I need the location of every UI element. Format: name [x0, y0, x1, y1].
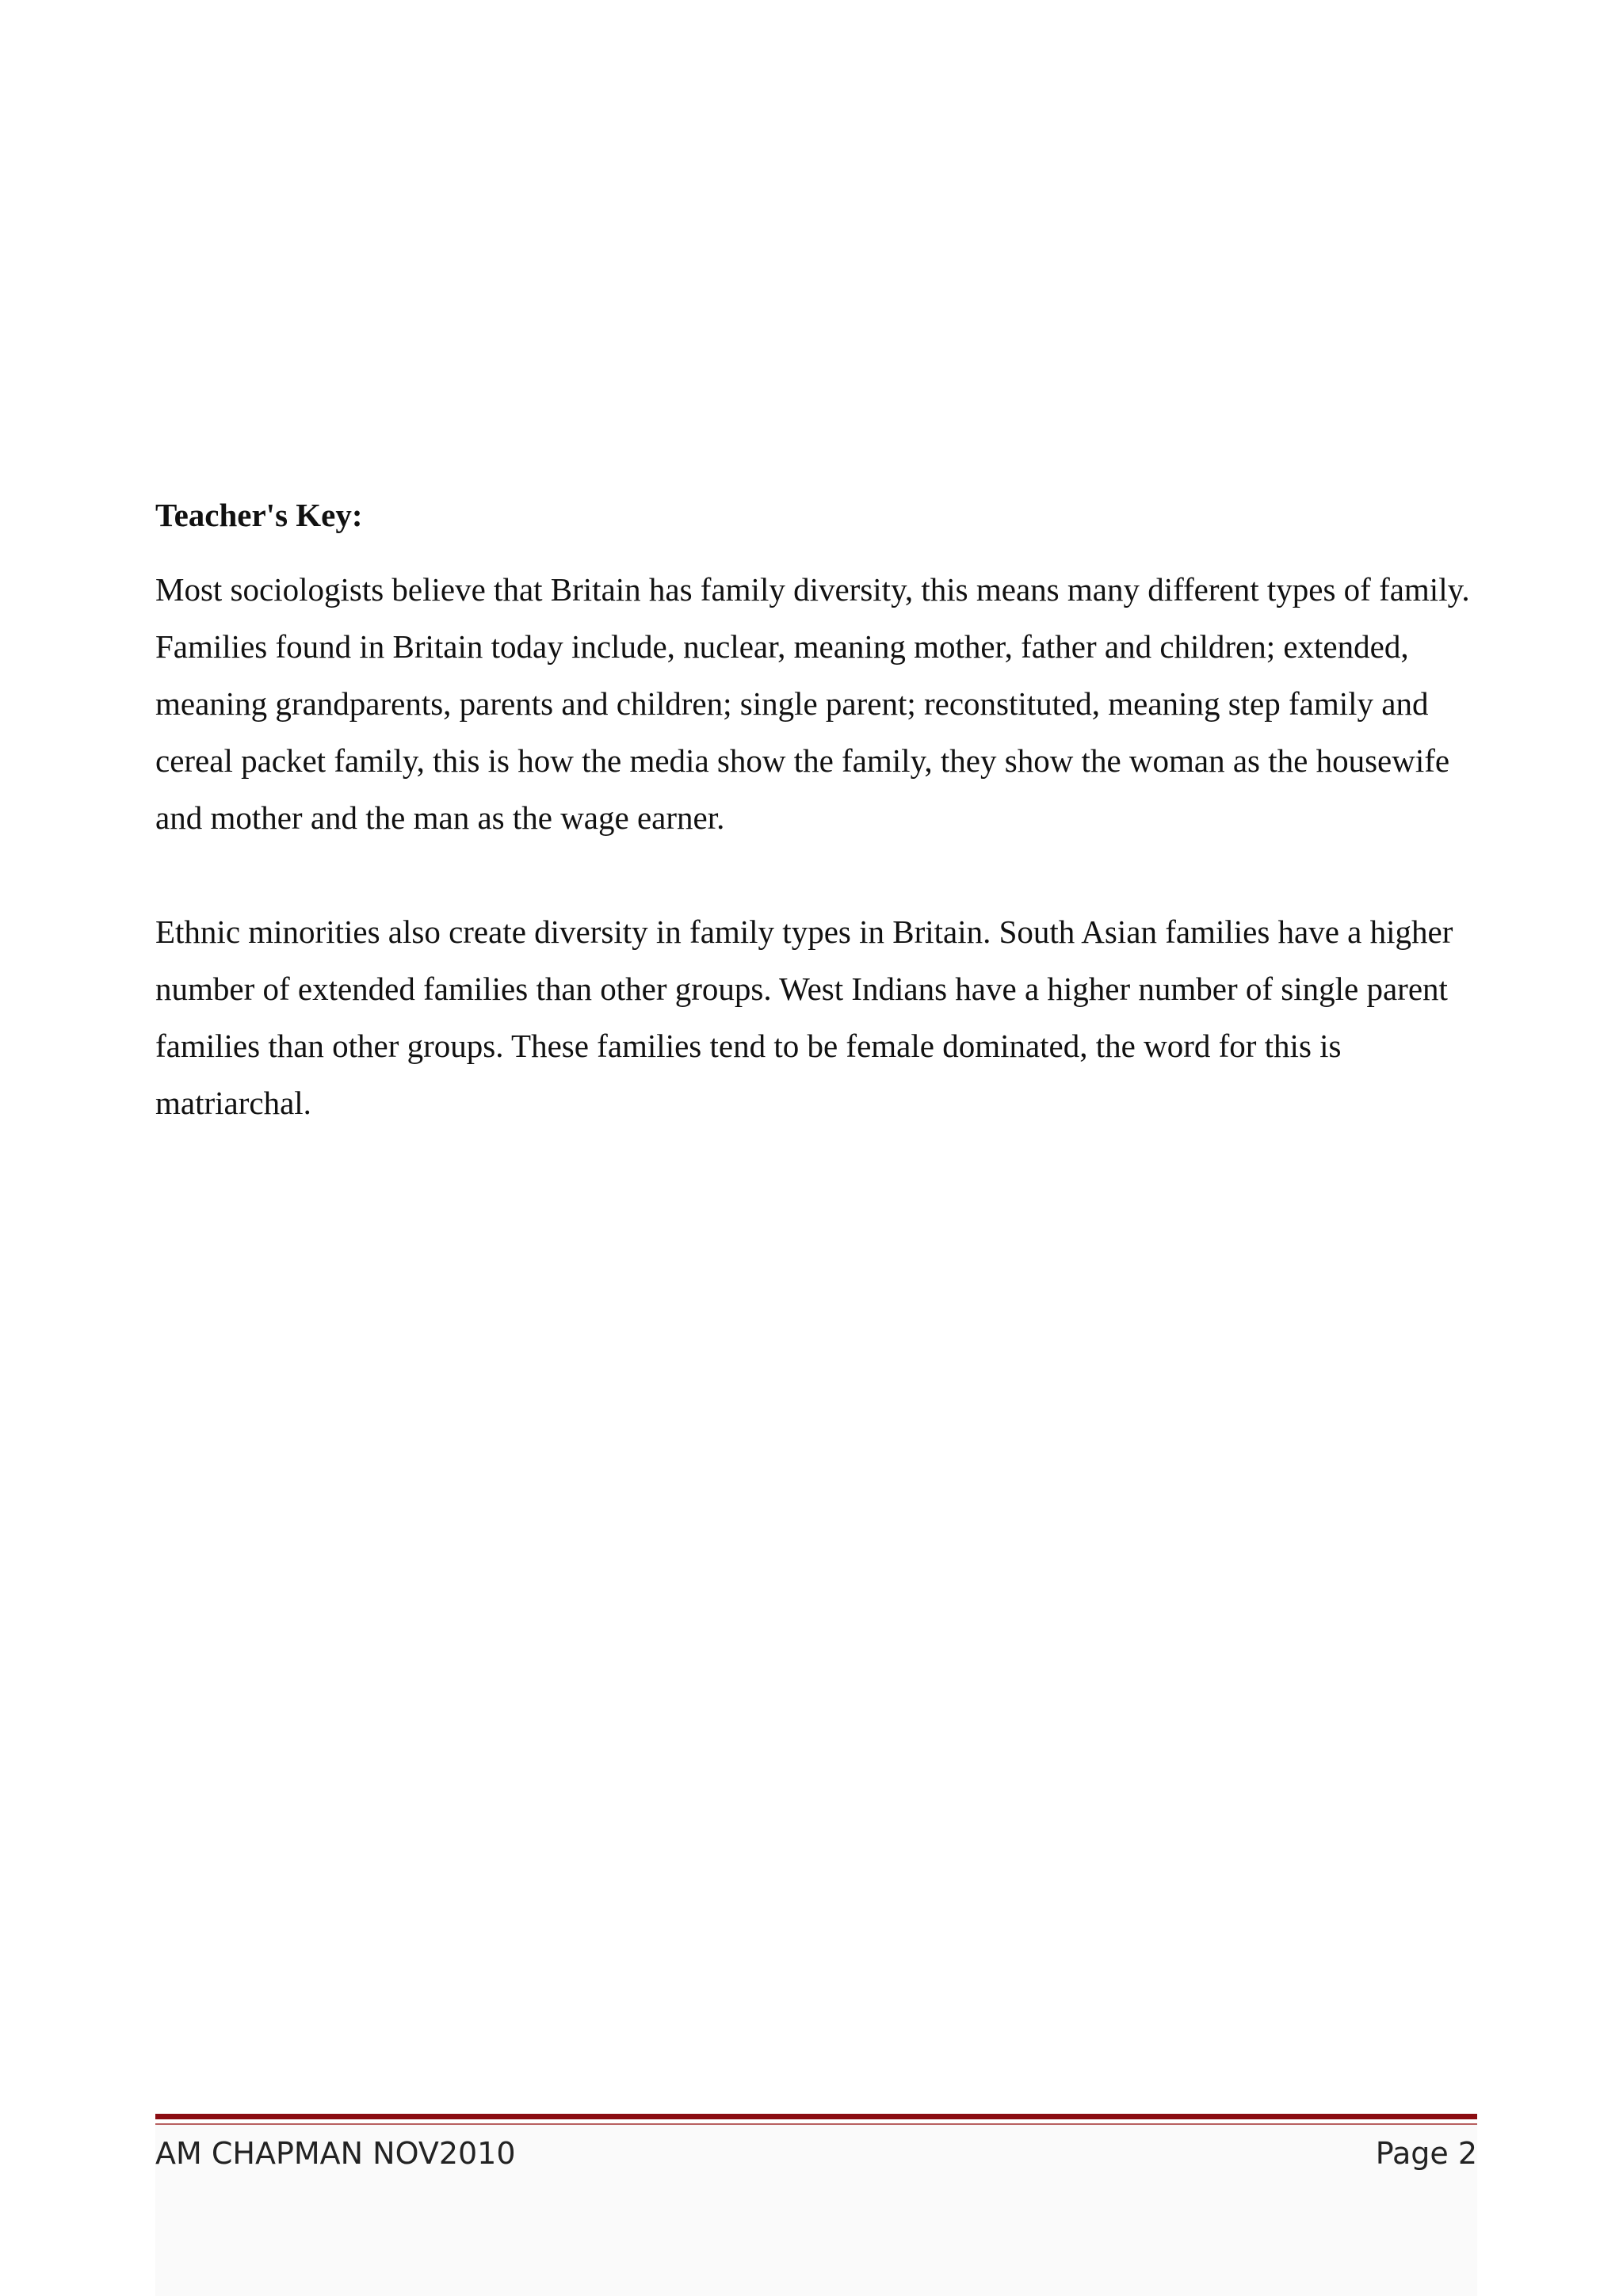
document-body: [155, 491, 1477, 1188]
page-heading: Teacher's Key:: [155, 497, 363, 533]
page-footer: [155, 2130, 1477, 2177]
footer-page-number: Page 2: [1375, 2136, 1477, 2171]
paragraph-ethnic-minorities: Ethnic minorities also create diversity in family types in Britain. South Asian families have a higher number of extended families than other groups. West Indians have a higher number of single parent families than other groups. These families tend to be female dominated, the word for this is matriarchal.: [155, 913, 1453, 1121]
paragraph-family-diversity: Most sociologists believe that Britain has family diversity, this means many different types of family. Families found in Britain today include, nuclear, meaning mother, father and children; extended, meaning grandparents, parents and children; single parent; reconstituted, meaning step family and cereal packet family, this is how the media show the family, they show the woman as the housewife and mother and the man as the wage earner.: [155, 571, 1470, 836]
footer-rule: [155, 2114, 1477, 2119]
footer-rule-thin: [155, 2123, 1477, 2125]
footer-author: AM CHAPMAN NOV2010: [155, 2136, 516, 2171]
